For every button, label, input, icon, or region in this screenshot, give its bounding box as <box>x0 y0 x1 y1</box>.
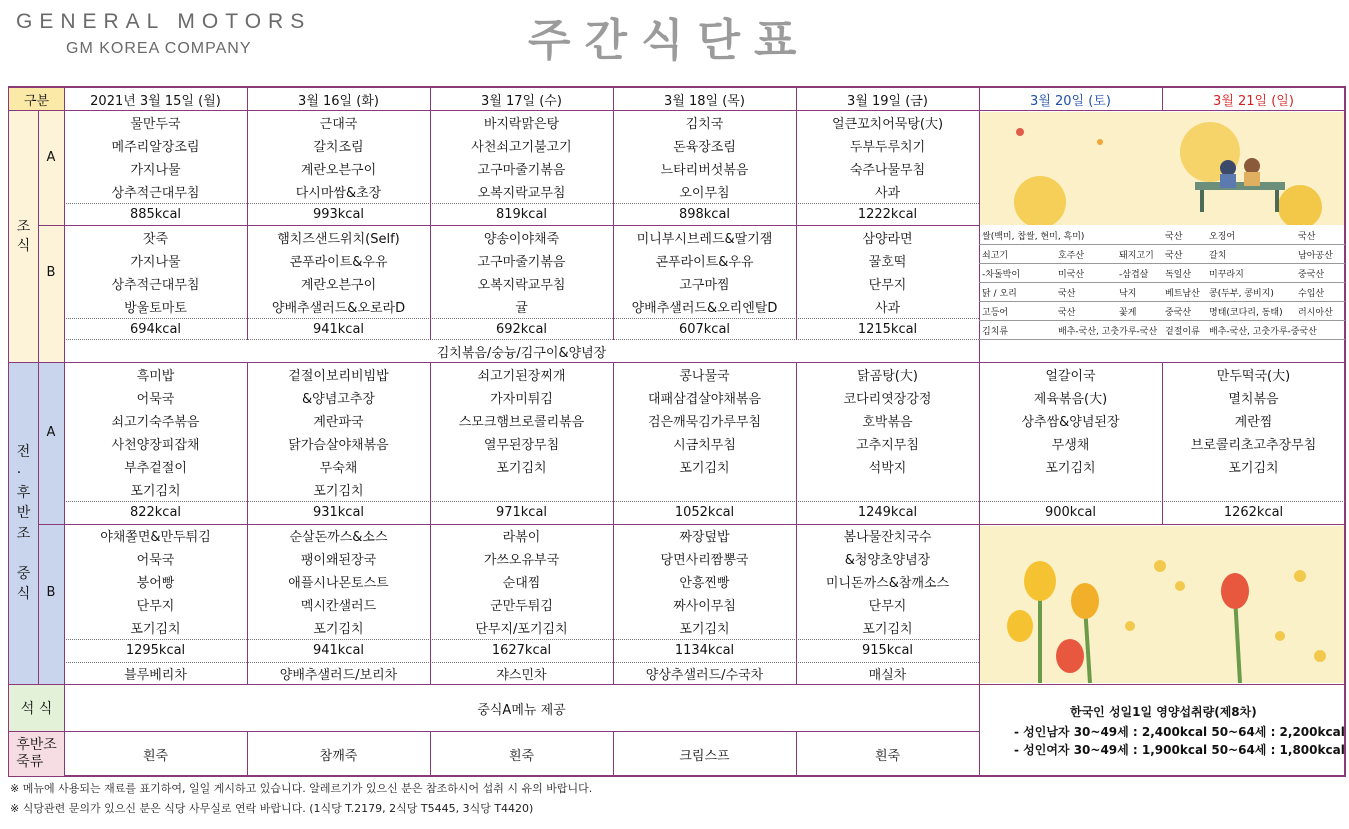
lunch-kcal: 971kcal <box>495 505 548 520</box>
origin-cell: 국산 <box>1058 308 1076 318</box>
lunch-kcal: 915kcal <box>861 643 914 658</box>
late-item: 흰죽 <box>508 748 535 764</box>
lunch-item: 단무지 <box>136 599 175 614</box>
lunch-item: 무숙채 <box>319 461 358 476</box>
late-item: 크림스프 <box>679 748 730 764</box>
origin-cell: 돼지고기 <box>1119 251 1154 261</box>
breakfast-kcal: 692kcal <box>495 322 548 337</box>
origin-cell: 중국산 <box>1298 270 1325 280</box>
lunch-item: 순대찜 <box>502 576 541 591</box>
breakfast-item: 갈치조림 <box>313 140 364 155</box>
breakfast-item: 오복지락교무침 <box>477 186 566 201</box>
breakfast-item: 돈육장조림 <box>673 140 736 155</box>
breakfast-kcal: 694kcal <box>129 322 182 337</box>
origin-cell: 낙지 <box>1119 289 1137 299</box>
lunch-item: 포기김치 <box>130 622 181 637</box>
lunch-kcal: 1295kcal <box>125 643 186 658</box>
spring-flowers-illustration <box>980 526 1344 683</box>
breakfast-item: 다시마쌈&초장 <box>295 186 382 201</box>
lunch-item: 검은깨묵김가루무침 <box>647 415 762 430</box>
lunch-item: 겉절이보리비빔밥 <box>288 369 389 384</box>
lunch-item: 상추쌈&양념된장 <box>1021 415 1120 430</box>
origin-cell: 국산 <box>1058 289 1076 299</box>
gm-logo <box>16 10 312 62</box>
late-label: 후반조 죽류 <box>16 737 57 770</box>
brand-line1: GENERAL MOTORS <box>16 10 312 33</box>
lunch-item: 짜사이무침 <box>673 599 736 614</box>
breakfast-item: 계란오븐구이 <box>300 278 377 293</box>
breakfast-item: 김치국 <box>685 117 724 132</box>
origin-cell: 닭 / 오리 <box>982 289 1017 299</box>
late-item: 참깨죽 <box>319 748 358 764</box>
breakfast-item: 가지나물 <box>130 255 181 270</box>
lunch-kcal: 900kcal <box>1044 505 1097 520</box>
breakfast-label: 조 식 <box>16 219 31 254</box>
breakfast-item: 물만두국 <box>130 117 181 132</box>
lunch-item: 닭가슴살야채볶음 <box>288 438 389 453</box>
breakfast-item: 햄치즈샌드위치(Self) <box>277 232 400 247</box>
lunch-label: 전 · 후 반 조 중 식 <box>16 444 31 603</box>
breakfast-item: 고구마줄기볶음 <box>477 255 566 270</box>
breakfast-common: 김치볶음/숭늉/김구이&양념장 <box>436 345 607 361</box>
dinner-label: 석 식 <box>20 701 53 717</box>
note-contact: ※ 식당관련 문의가 있으신 분은 식당 사무실로 연락 바랍니다. (1식당 T.2179, 2식당 T5445, 3식당 T4420) <box>10 802 534 815</box>
breakfast-item: 귤 <box>515 301 528 316</box>
origin-cell: 국산 <box>1165 232 1183 242</box>
lunch-item: 호박볶음 <box>862 415 913 430</box>
lunch-drink: 쟈스민차 <box>496 668 547 683</box>
origin-cell: 배추-국산, 고춧가루-중국산 <box>1209 327 1317 337</box>
lunch-item: 어묵국 <box>136 553 175 568</box>
nutrition-intake <box>980 685 1344 775</box>
origin-cell: 수입산 <box>1298 289 1325 299</box>
lunch-item: 계란파국 <box>313 415 364 430</box>
lunch-set-A: A <box>46 424 56 440</box>
breakfast-item: 고구마줄기볶음 <box>477 163 566 178</box>
breakfast-item: 바지락맑은탕 <box>483 117 560 132</box>
origin-cell: -삼겹살 <box>1119 270 1149 280</box>
origin-cell: 오징어 <box>1209 232 1236 242</box>
header-day: 2021년 3월 15일 (월) <box>90 93 221 109</box>
origin-cell: 쌀(백미, 찹쌀, 현미, 흑미) <box>982 232 1085 242</box>
breakfast-set-B: B <box>46 264 56 280</box>
lunch-item: &양념고추장 <box>302 392 375 407</box>
breakfast-item: 두부두루치기 <box>849 140 926 155</box>
breakfast-item: 삼양라면 <box>862 232 913 247</box>
origin-cell: 명태(코다리, 동태) <box>1209 308 1283 318</box>
breakfast-set-A: A <box>46 149 56 165</box>
header-day: 3월 21일 (일) <box>1213 93 1294 109</box>
breakfast-item: 오복지락교무침 <box>477 278 566 293</box>
lunch-item: 단무지/포기김치 <box>475 622 568 637</box>
late-item: 흰죽 <box>142 748 169 764</box>
breakfast-item: 미니부시브레드&딸기잼 <box>636 232 773 247</box>
lunch-item: 무생채 <box>1051 438 1090 453</box>
lunch-kcal: 941kcal <box>312 643 365 658</box>
lunch-item: 계란찜 <box>1234 415 1273 430</box>
lunch-item: 쇠고기된장찌개 <box>477 369 566 384</box>
lunch-item: 포기김치 <box>496 461 547 476</box>
lunch-item: 포기김치 <box>1228 461 1279 476</box>
lunch-kcal: 1052kcal <box>674 505 735 520</box>
breakfast-kcal: 607kcal <box>678 322 731 337</box>
note-allergy: ※ 메뉴에 사용되는 재료를 표기하여, 일일 게시하고 있습니다. 알레르기가 있으신 분은 참조하시어 섭취 시 유의 바랍니다. <box>10 782 593 795</box>
intake-male: - 성인남자 30~49세 : 2,400kcal 50~64세 : 2,200kcal <box>1014 725 1345 739</box>
origin-cell: 국산 <box>1165 251 1183 261</box>
breakfast-item: 양배추샐러드&오리엔탈D <box>631 301 778 316</box>
breakfast-item: 오이무침 <box>679 186 730 201</box>
lunch-item: &청양초양념장 <box>844 553 931 568</box>
intake-title: 한국인 성일1일 영양섭취량(제8차) <box>1070 705 1257 719</box>
lunch-item: 붕어빵 <box>136 576 175 591</box>
lunch-item: 콩나물국 <box>679 369 730 384</box>
breakfast-item: 콘푸라이트&우유 <box>289 255 388 270</box>
breakfast-kcal: 941kcal <box>312 322 365 337</box>
breakfast-kcal: 1222kcal <box>857 207 918 222</box>
origin-cell: 꽃게 <box>1119 308 1137 318</box>
header-label: 구분 <box>23 93 50 109</box>
spring-couple-illustration <box>980 112 1344 225</box>
lunch-drink: 양상추샐러드/수국차 <box>645 668 764 683</box>
breakfast-item: 방울토마토 <box>124 301 187 316</box>
lunch-kcal: 1249kcal <box>857 505 918 520</box>
breakfast-item: 근대국 <box>319 117 358 132</box>
origin-cell: 호주산 <box>1058 251 1085 261</box>
breakfast-item: 숙주나물무침 <box>849 163 926 178</box>
lunch-item: 사천양장피잡채 <box>111 438 200 453</box>
intake-female: - 성인여자 30~49세 : 1,900kcal 50~64세 : 1,800kcal <box>1014 743 1345 757</box>
header-day: 3월 17일 (수) <box>481 93 562 109</box>
breakfast-kcal: 993kcal <box>312 207 365 222</box>
lunch-item: 포기김치 <box>1045 461 1096 476</box>
brand-line2: GM KOREA COMPANY <box>66 40 252 57</box>
lunch-drink: 매실차 <box>868 668 907 683</box>
origin-cell: 베트남산 <box>1165 289 1200 299</box>
lunch-item: 대패삼겹살야채볶음 <box>647 392 762 407</box>
lunch-item: 열무된장무침 <box>483 438 560 453</box>
breakfast-item: 양배추샐러드&오로라D <box>271 301 406 316</box>
header-day: 3월 19일 (금) <box>847 93 928 109</box>
lunch-drink: 양배추샐러드/보리차 <box>279 668 398 683</box>
lunch-item: 석박지 <box>868 461 907 476</box>
lunch-item: 미니돈까스&참깨소스 <box>825 576 950 591</box>
lunch-item: 포기김치 <box>862 622 913 637</box>
lunch-item: 쇠고기숙주볶음 <box>111 415 200 430</box>
lunch-item: 봄나물잔치국수 <box>843 530 932 545</box>
breakfast-item: 상추적근대무침 <box>111 186 200 201</box>
lunch-kcal: 822kcal <box>129 505 182 520</box>
origin-cell: 콩(두부, 콩비지) <box>1209 289 1274 299</box>
breakfast-item: 양송이야채죽 <box>483 232 560 247</box>
breakfast-item: 사과 <box>874 186 901 201</box>
header-day: 3월 16일 (화) <box>298 93 379 109</box>
lunch-item: 군만두튀김 <box>490 599 553 614</box>
breakfast-item: 꿀호떡 <box>868 255 907 270</box>
origin-cell: 고등어 <box>982 308 1009 318</box>
lunch-item: 얼갈이국 <box>1045 369 1096 384</box>
breakfast-kcal: 819kcal <box>495 207 548 222</box>
breakfast-item: 메주리알장조림 <box>111 140 200 155</box>
origin-cell: 쇠고기 <box>982 251 1009 261</box>
origin-cell: 러시아산 <box>1298 308 1333 318</box>
page-title: 주간식단표 <box>528 15 811 66</box>
lunch-item: 가쓰오유부국 <box>483 553 560 568</box>
lunch-item: 안흥찐빵 <box>679 576 730 591</box>
header-day: 3월 18일 (목) <box>664 93 745 109</box>
lunch-item: 야채쫄면&만두튀김 <box>100 530 211 545</box>
lunch-item: 순살돈까스&소스 <box>289 530 388 545</box>
lunch-item: 제육볶음(大) <box>1033 392 1108 407</box>
lunch-item: 고추지무침 <box>856 438 919 453</box>
breakfast-item: 사과 <box>874 301 901 316</box>
breakfast-item: 상추적근대무침 <box>111 278 200 293</box>
origin-cell: 독일산 <box>1165 270 1192 280</box>
lunch-item: 멸치볶음 <box>1228 392 1279 407</box>
lunch-item: 만두떡국(大) <box>1216 369 1291 384</box>
lunch-item: 브로콜리초고추장무침 <box>1190 438 1317 453</box>
lunch-item: 포기김치 <box>313 622 364 637</box>
breakfast-kcal: 1215kcal <box>857 322 918 337</box>
origin-cell: 미꾸라지 <box>1209 270 1244 280</box>
origin-cell: 국산 <box>1298 232 1316 242</box>
breakfast-item: 단무지 <box>868 278 907 293</box>
breakfast-item: 얼큰꼬치어묵탕(大) <box>831 117 944 132</box>
lunch-kcal: 1262kcal <box>1223 505 1284 520</box>
lunch-item: 어묵국 <box>136 392 175 407</box>
lunch-item: 스모크햄브로콜리볶음 <box>458 415 585 430</box>
lunch-kcal: 931kcal <box>312 505 365 520</box>
lunch-item: 포기김치 <box>313 484 364 499</box>
lunch-item: 코다리엿장강정 <box>843 392 932 407</box>
lunch-item: 포기김치 <box>679 622 730 637</box>
breakfast-item: 사천쇠고기불고기 <box>471 140 572 155</box>
lunch-item: 흑미밥 <box>136 369 175 384</box>
lunch-kcal: 1134kcal <box>674 643 735 658</box>
breakfast-item: 콘푸라이트&우유 <box>655 255 754 270</box>
origin-cell: 김치류 <box>982 327 1009 337</box>
lunch-item: 포기김치 <box>130 484 181 499</box>
late-item: 흰죽 <box>874 748 901 764</box>
lunch-item: 라볶이 <box>502 530 541 545</box>
origin-table <box>979 226 1345 341</box>
breakfast-item: 계란오븐구이 <box>300 163 377 178</box>
breakfast-item: 가지나물 <box>130 163 181 178</box>
lunch-item: 당면사리짬뽕국 <box>660 553 749 568</box>
lunch-item: 팽이왜된장국 <box>300 553 377 568</box>
lunch-drink: 블루베리차 <box>124 668 187 683</box>
dinner-text: 중식A메뉴 제공 <box>477 702 566 718</box>
origin-cell: 남아공산 <box>1298 251 1333 261</box>
breakfast-item: 고구마찜 <box>679 278 730 293</box>
lunch-item: 멕시칸샐러드 <box>300 599 377 614</box>
lunch-item: 닭곰탕(大) <box>857 369 918 384</box>
origin-cell: -차돌박이 <box>982 270 1021 280</box>
origin-cell: 중국산 <box>1165 308 1192 318</box>
lunch-kcal: 1627kcal <box>491 643 552 658</box>
lunch-item: 짜장덮밥 <box>679 530 730 545</box>
lunch-item: 가자미튀김 <box>490 392 553 407</box>
origin-cell: 겉절이류 <box>1165 327 1200 337</box>
lunch-item: 시금치무침 <box>673 438 736 453</box>
breakfast-kcal: 885kcal <box>129 207 182 222</box>
breakfast-item: 잣죽 <box>142 232 169 247</box>
lunch-item: 포기김치 <box>679 461 730 476</box>
lunch-item: 부추겉절이 <box>124 461 187 476</box>
origin-cell: 갈치 <box>1209 251 1227 261</box>
lunch-item: 애플시나몬토스트 <box>288 576 389 591</box>
origin-cell: 배추-국산, 고춧가루-국산 <box>1058 327 1158 337</box>
breakfast-item: 느타리버섯볶음 <box>660 163 749 178</box>
header-day: 3월 20일 (토) <box>1030 93 1111 109</box>
lunch-item: 단무지 <box>868 599 907 614</box>
origin-cell: 미국산 <box>1058 270 1085 280</box>
breakfast-kcal: 898kcal <box>678 207 731 222</box>
lunch-set-B: B <box>46 585 56 600</box>
